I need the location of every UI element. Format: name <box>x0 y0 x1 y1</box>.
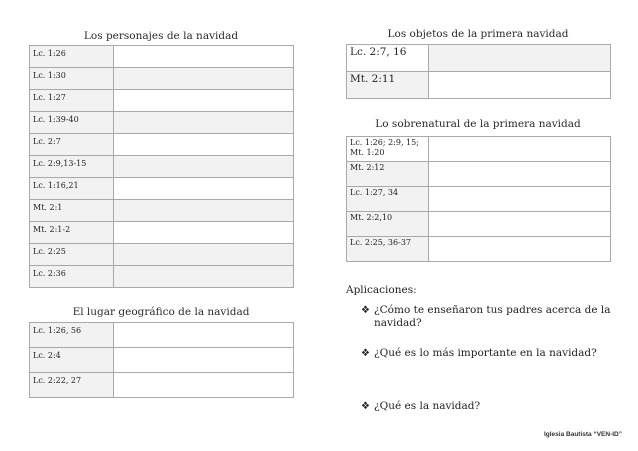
reference-cell: Lc. 2:22, 27 <box>30 373 114 398</box>
table-row <box>30 112 294 134</box>
answer-cell[interactable] <box>114 112 294 134</box>
answer-cell[interactable] <box>114 68 294 90</box>
answer-cell[interactable] <box>429 237 611 262</box>
question-item <box>361 400 611 413</box>
footer-church-name: Iglesia Bautista “VEN-ID” <box>543 431 622 438</box>
objetos-title: Los objetos de la primera navidad <box>387 28 569 40</box>
reference-cell: Lc. 2:36 <box>30 266 114 288</box>
answer-cell[interactable] <box>114 156 294 178</box>
answer-cell[interactable] <box>114 178 294 200</box>
aplicaciones-label: Aplicaciones: <box>346 284 417 296</box>
answer-cell[interactable] <box>114 90 294 112</box>
table-row <box>30 266 294 288</box>
diamond-bullet-icon: ❖ <box>361 401 370 412</box>
answer-cell[interactable] <box>114 244 294 266</box>
table-row <box>347 237 611 262</box>
reference-cell: Lc. 1:26 <box>30 46 114 68</box>
question-text: ¿Qué es lo más importante en la navidad? <box>374 347 597 359</box>
sobrenatural-table <box>346 136 611 262</box>
question-item <box>361 304 611 330</box>
reference-cell: Mt. 2:2,10 <box>347 212 429 237</box>
reference-cell: Mt. 2:12 <box>347 162 429 187</box>
reference-cell: Lc. 2:9,13-15 <box>30 156 114 178</box>
answer-cell[interactable] <box>429 187 611 212</box>
question-text: ¿Cómo te enseñaron tus padres acerca de la navidad? <box>374 304 611 329</box>
table-row <box>347 162 611 187</box>
reference-cell: Lc. 1:27, 34 <box>347 187 429 212</box>
reference-cell: Lc. 1:39-40 <box>30 112 114 134</box>
table-row <box>30 156 294 178</box>
lugar-title: El lugar geográfico de la navidad <box>72 306 250 318</box>
answer-cell[interactable] <box>114 134 294 156</box>
table-row <box>347 137 611 162</box>
table-row <box>347 72 611 99</box>
reference-cell: Lc. 1:27 <box>30 90 114 112</box>
table-row <box>30 348 294 373</box>
reference-cell: Lc. 2:25 <box>30 244 114 266</box>
answer-cell[interactable] <box>114 348 294 373</box>
reference-cell: Mt. 2:11 <box>347 72 429 99</box>
answer-cell[interactable] <box>114 266 294 288</box>
reference-cell: Lc. 1:26, 56 <box>30 323 114 348</box>
table-row <box>30 222 294 244</box>
reference-cell: Lc. 2:4 <box>30 348 114 373</box>
table-row <box>30 90 294 112</box>
table-row <box>347 212 611 237</box>
reference-cell: Mt. 2:1-2 <box>30 222 114 244</box>
question-item <box>361 347 611 360</box>
lugar-table <box>29 322 294 398</box>
reference-cell: Mt. 2:1 <box>30 200 114 222</box>
reference-cell: Lc. 2:7, 16 <box>347 45 429 72</box>
table-row <box>347 45 611 72</box>
table-row <box>30 178 294 200</box>
answer-cell[interactable] <box>429 162 611 187</box>
answer-cell[interactable] <box>429 212 611 237</box>
personajes-title: Los personajes de la navidad <box>83 30 239 42</box>
table-row <box>30 46 294 68</box>
table-row <box>30 323 294 348</box>
answer-cell[interactable] <box>429 137 611 162</box>
table-row <box>30 68 294 90</box>
reference-cell: Lc. 1:26; 2:9, 15; Mt. 1:20 <box>347 137 429 162</box>
objetos-table <box>346 44 611 99</box>
diamond-bullet-icon: ❖ <box>361 348 370 359</box>
table-row <box>30 200 294 222</box>
diamond-bullet-icon: ❖ <box>361 305 370 316</box>
table-row <box>30 373 294 398</box>
answer-cell[interactable] <box>114 222 294 244</box>
answer-cell[interactable] <box>429 72 611 99</box>
table-row <box>347 187 611 212</box>
answer-cell[interactable] <box>114 46 294 68</box>
reference-cell: Lc. 2:7 <box>30 134 114 156</box>
sobrenatural-title: Lo sobrenatural de la primera navidad <box>375 118 581 130</box>
answer-cell[interactable] <box>114 200 294 222</box>
answer-cell[interactable] <box>114 323 294 348</box>
table-row <box>30 134 294 156</box>
answer-cell[interactable] <box>429 45 611 72</box>
reference-cell: Lc. 1:30 <box>30 68 114 90</box>
reference-cell: Lc. 2:25, 36-37 <box>347 237 429 262</box>
personajes-table <box>29 45 294 288</box>
reference-cell: Lc. 1:16,21 <box>30 178 114 200</box>
question-text: ¿Qué es la navidad? <box>374 400 481 412</box>
table-row <box>30 244 294 266</box>
answer-cell[interactable] <box>114 373 294 398</box>
